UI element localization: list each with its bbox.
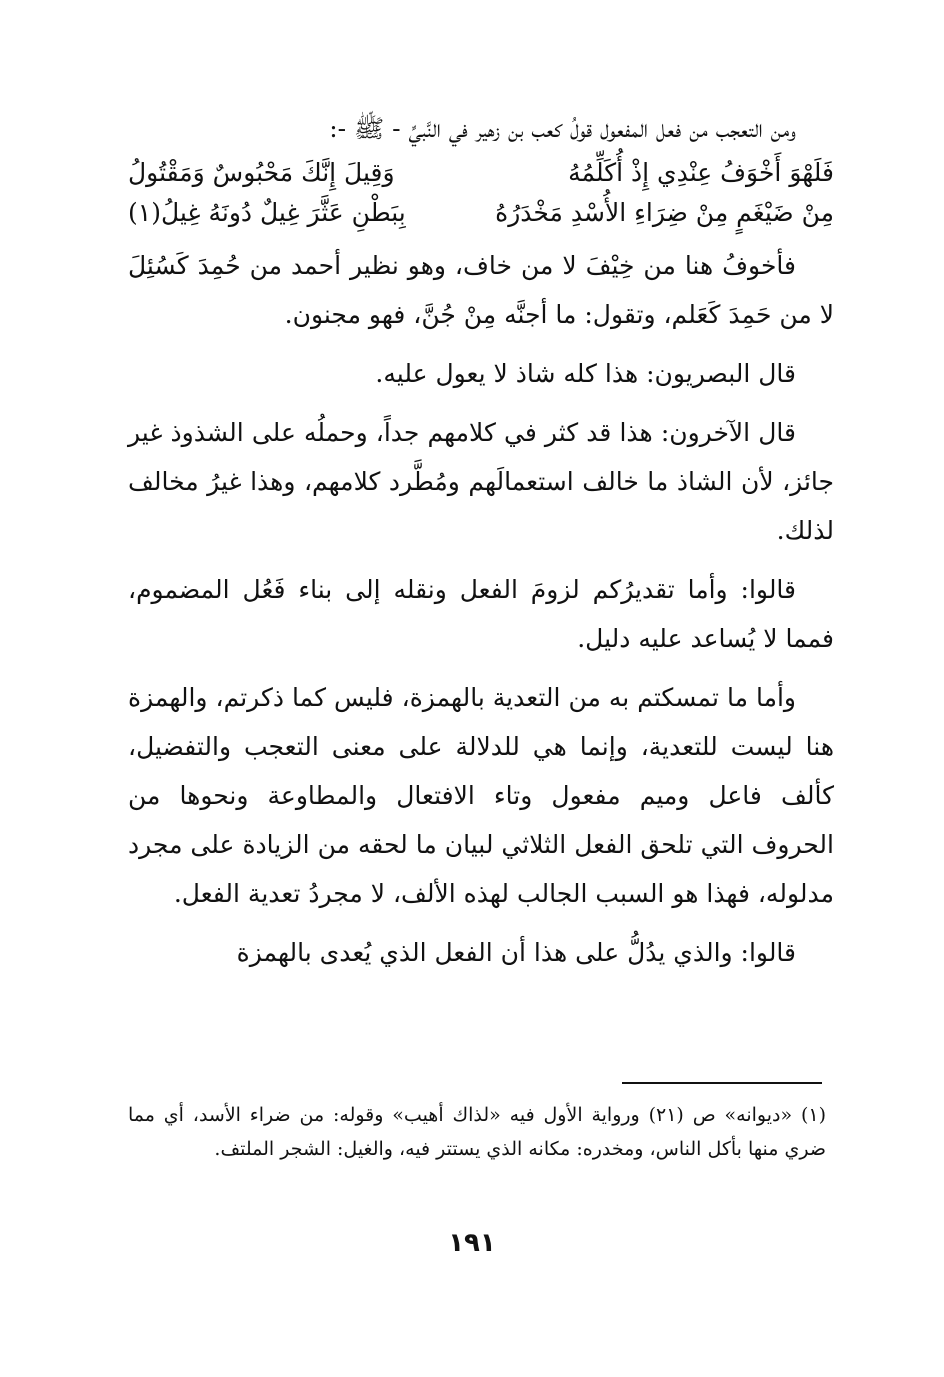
main-text [128, 104, 834, 987]
paragraph-3: قال الآخرون: هذا قد كثر في كلامهم جداً، وحملُه على الشذوذ غير جائز، لأن الشاذ ما خالف استعمالَهم ومُطَّرد كلامهم، وهذا غيرُ مخالف لذلك. [128, 418, 834, 545]
poem-verses [128, 153, 834, 233]
paragraph-2: قال البصريون: هذا كله شاذ لا يعول عليه. [375, 359, 796, 388]
paragraph-6: قالوا: والذي يدُلُّ على هذا أن الفعل الذي يُعدى بالهمزة [236, 938, 796, 967]
verse-1-first-hemistich: فَلَهْوَ أَخْوَفُ عِنْدِي إِذْ أُكَلِّمُهُ [568, 158, 834, 187]
footnote-1: (١) «ديوانه» ص (٢١) ورواية الأول فيه «لذاك أهيب» وقوله: من ضراء الأسد، أي مما ضري منها بأكل الناس، ومخدره: مكانه الذي يستتر فيه، والغيل: الشجر الملتف. [128, 1104, 826, 1160]
footnote-separator [622, 1082, 822, 1084]
paragraph-4: قالوا: وأما تقديرُكم لزومَ الفعل ونقله إلى بناء فَعُل المضموم، فمما لا يُساعد عليه دليل. [128, 575, 834, 653]
verse-2-second-hemistich: بِبَطْنِ عَثَّرَ غِيلٌ دُونَهُ غِيلُ(١) [128, 198, 406, 227]
page-number: ١٩١ [448, 1228, 496, 1258]
footnotes [128, 1098, 826, 1166]
verse-2-first-hemistich: مِنْ ضَيْغَمٍ مِنْ ضِرَاءِ الأُسْدِ مَخْدَرُهُ [495, 198, 834, 227]
intro-paragraph: ومن التعجب من فعل المفعول قولُ كعب بن زهير في النَّبيِّ - ﷺ -: [329, 114, 796, 143]
verse-1-second-hemistich: وَقِيلَ إِنَّكَ مَحْبُوسٌ وَمَقْتُولُ [128, 158, 395, 187]
paragraph-1: فأخوفُ هنا من خِيْفَ لا من خاف، وهو نظير أحمد من حُمِدَ كَسُئِلَ لا من حَمِدَ كَعَلم، وتقول: ما أجنَّه مِنْ جُنَّ، فهو مجنون. [128, 251, 834, 329]
verse-line-1 [128, 153, 834, 193]
paragraph-5: وأما ما تمسكتم به من التعدية بالهمزة، فليس كما ذكرتم، والهمزة هنا ليست للتعدية، وإنما هي للدلالة على معنى التعجب والتفضيل، كألف فاعل وميم مفعول وتاء الافتعال والمطاوعة ونحوها من الحروف التي تلحق الفعل الثلاثي لبيان ما لحقه من الزيادة على مجرد مدلوله، فهذا هو السبب الجالب لهذه الألف، لا مجردُ تعدية الفعل. [128, 683, 834, 908]
verse-line-2 [128, 193, 834, 233]
